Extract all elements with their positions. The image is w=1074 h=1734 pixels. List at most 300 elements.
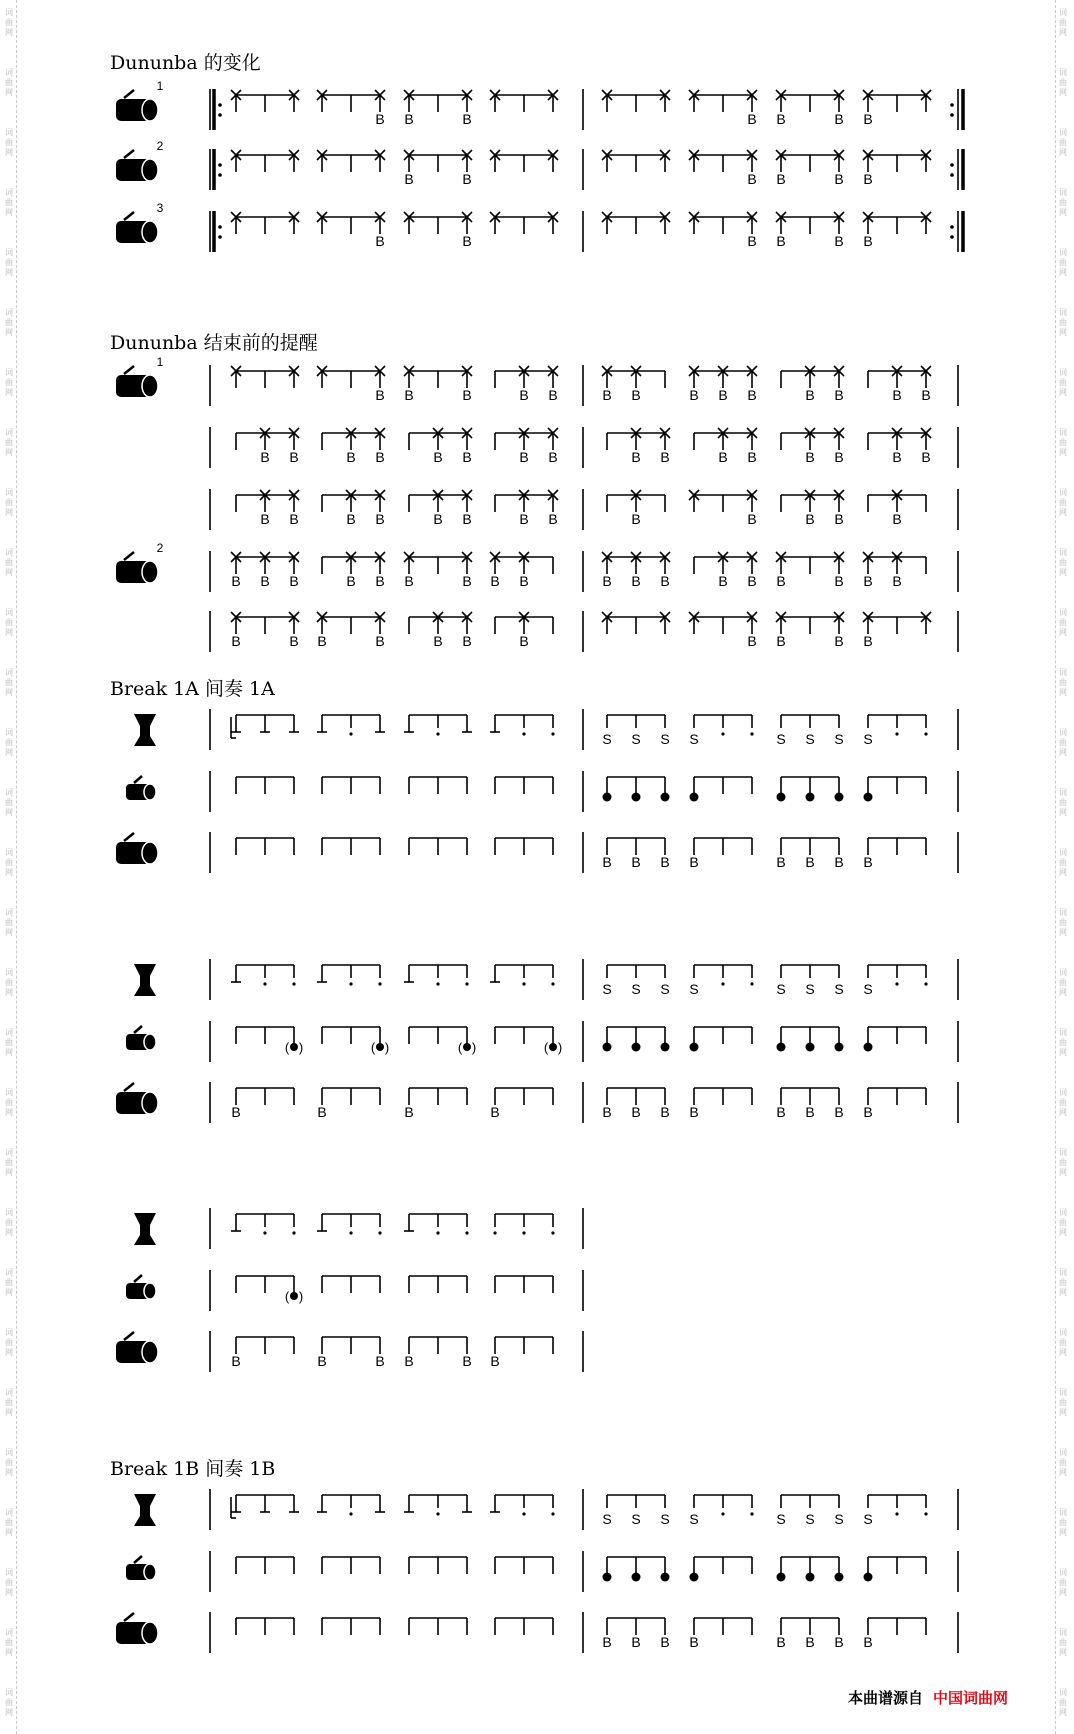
- bass-label: B: [289, 511, 299, 527]
- bass-label: B: [260, 573, 270, 589]
- rest-dot: [924, 732, 927, 735]
- paren-right: ): [298, 1289, 304, 1304]
- watermark-text: 词 曲 网: [1059, 1448, 1067, 1477]
- bass-label: B: [404, 111, 414, 127]
- drum-stick: [124, 552, 134, 560]
- watermark-text: 词 曲 网: [5, 1148, 13, 1177]
- rest-dot: [551, 732, 554, 735]
- drum-stick: [124, 1613, 134, 1621]
- bass-label: B: [375, 111, 385, 127]
- bass-label: B: [718, 387, 728, 403]
- rest-dot: [436, 732, 439, 735]
- watermark-text: 词 曲 网: [5, 188, 13, 217]
- djembe-icon: [134, 714, 156, 746]
- bass-label: B: [231, 573, 241, 589]
- slap-label: S: [602, 981, 612, 997]
- rest-dot: [895, 982, 898, 985]
- open-note: [632, 1573, 641, 1582]
- bass-label: B: [718, 449, 728, 465]
- slap-label: S: [631, 731, 641, 747]
- bass-label: B: [231, 1353, 241, 1369]
- drum-stick: [124, 90, 134, 98]
- section-title-break-1b: Break 1B 间奏 1B: [110, 1458, 276, 1480]
- bass-label: B: [519, 633, 529, 649]
- slap-label: S: [834, 1511, 844, 1527]
- repeat-dot: [950, 173, 954, 177]
- bass-label: B: [747, 511, 757, 527]
- bass-label: B: [375, 233, 385, 249]
- open-note: [806, 793, 815, 802]
- bass-label: B: [776, 854, 786, 870]
- rest-dot: [522, 1231, 525, 1234]
- kenkeni-icon: [126, 1275, 156, 1299]
- bass-label: B: [747, 111, 757, 127]
- open-note: [632, 1043, 641, 1052]
- slap-label: S: [631, 1511, 641, 1527]
- watermark-text: 词 曲 网: [5, 1448, 13, 1477]
- bass-label: B: [892, 511, 902, 527]
- bass-label: B: [289, 573, 299, 589]
- bass-label: B: [805, 449, 815, 465]
- open-note: [806, 1573, 815, 1582]
- bass-label: B: [631, 511, 641, 527]
- open-note: [806, 1043, 815, 1052]
- bass-label: B: [317, 1353, 327, 1369]
- bass-label: B: [863, 633, 873, 649]
- watermark-text: 词 曲 网: [5, 968, 13, 997]
- djembe-icon: [134, 1213, 156, 1245]
- watermark-text: 词 曲 网: [5, 788, 13, 817]
- rest-dot: [721, 732, 724, 735]
- open-note: [632, 793, 641, 802]
- open-note: [603, 1043, 612, 1052]
- watermark-text: 词 曲 网: [1059, 608, 1067, 637]
- slap-label: S: [805, 731, 815, 747]
- rest-dot: [750, 982, 753, 985]
- dununba-icon: [116, 90, 158, 121]
- rest-dot: [750, 732, 753, 735]
- slap-label: S: [689, 981, 699, 997]
- watermark-text: 词 曲 网: [5, 1208, 13, 1237]
- bass-label: B: [863, 573, 873, 589]
- watermark-text: 词 曲 网: [1059, 1688, 1067, 1717]
- drum-stick: [124, 212, 134, 220]
- muted-note: [463, 1043, 471, 1051]
- slap-label: S: [660, 1511, 670, 1527]
- open-note: [835, 1573, 844, 1582]
- open-note: [603, 793, 612, 802]
- instrument-number-label: 1: [156, 79, 164, 93]
- watermark-text: 词 曲 网: [5, 728, 13, 757]
- drum-stick: [124, 150, 134, 158]
- kenkeni-head: [144, 1564, 156, 1580]
- open-note: [690, 1573, 699, 1582]
- paren-left: (: [284, 1289, 290, 1304]
- rest-dot: [895, 1512, 898, 1515]
- bass-label: B: [519, 573, 529, 589]
- watermark-text: 词 曲 网: [5, 128, 13, 157]
- repeat-dot: [218, 173, 222, 177]
- bass-label: B: [462, 633, 472, 649]
- rest-dot: [349, 1512, 352, 1515]
- open-note: [661, 793, 670, 802]
- kenkeni-icon: [126, 1026, 156, 1050]
- bass-label: B: [602, 573, 612, 589]
- dununba-head: [142, 561, 158, 583]
- djembe-icon: [134, 964, 156, 996]
- watermark-text: 词 曲 网: [1059, 188, 1067, 217]
- bass-label: B: [404, 1353, 414, 1369]
- watermark-text: 词 曲 网: [5, 428, 13, 457]
- bass-label: B: [660, 573, 670, 589]
- dununba-head: [142, 375, 158, 397]
- bass-label: B: [433, 633, 443, 649]
- dununba-head: [142, 1622, 158, 1644]
- instrument-number-label: 1: [156, 355, 164, 369]
- bass-label: B: [317, 633, 327, 649]
- bass-label: B: [805, 511, 815, 527]
- watermark-text: 词 曲 网: [5, 1388, 13, 1417]
- rest-dot: [721, 1512, 724, 1515]
- bass-label: B: [289, 449, 299, 465]
- dununba-head: [142, 99, 158, 121]
- repeat-dot: [950, 235, 954, 239]
- bass-label: B: [689, 1104, 699, 1120]
- repeat-dot: [950, 103, 954, 107]
- bass-label: B: [776, 1104, 786, 1120]
- bass-label: B: [892, 449, 902, 465]
- rest-dot: [263, 982, 266, 985]
- dununba-icon: [116, 366, 158, 397]
- section-title-break-1a: Break 1A 间奏 1A: [110, 678, 275, 700]
- bass-label: B: [631, 573, 641, 589]
- watermark-text: 词 曲 网: [1059, 548, 1067, 577]
- repeat-dot: [218, 235, 222, 239]
- bass-label: B: [747, 171, 757, 187]
- watermark-text: 词 曲 网: [5, 1088, 13, 1117]
- rest-dot: [522, 982, 525, 985]
- watermark-text: 词 曲 网: [1059, 1148, 1067, 1177]
- bass-label: B: [462, 511, 472, 527]
- paren-right: ): [384, 1040, 390, 1055]
- bass-label: B: [834, 1634, 844, 1650]
- rest-dot: [436, 1512, 439, 1515]
- muted-note: [290, 1292, 298, 1300]
- bass-label: B: [776, 1634, 786, 1650]
- watermark-text: 词 曲 网: [1059, 8, 1067, 37]
- watermark-text: 词 曲 网: [1059, 68, 1067, 97]
- drum-stick: [134, 1026, 142, 1033]
- bass-label: B: [834, 573, 844, 589]
- slap-label: S: [776, 1511, 786, 1527]
- bass-label: B: [548, 511, 558, 527]
- bass-label: B: [231, 633, 241, 649]
- watermark-text: 词 曲 网: [1059, 128, 1067, 157]
- dununba-head: [142, 159, 158, 181]
- bass-label: B: [747, 233, 757, 249]
- bass-label: B: [490, 573, 500, 589]
- rest-dot: [349, 1231, 352, 1234]
- bass-label: B: [834, 449, 844, 465]
- rest-dot: [292, 982, 295, 985]
- bass-label: B: [433, 449, 443, 465]
- watermark-text: 词 曲 网: [5, 668, 13, 697]
- paren-left: (: [284, 1040, 290, 1055]
- paren-left: (: [457, 1040, 463, 1055]
- bass-label: B: [631, 854, 641, 870]
- repeat-dot: [218, 163, 222, 167]
- rest-dot: [349, 732, 352, 735]
- dununba-icon: [116, 833, 158, 864]
- bass-label: B: [462, 387, 472, 403]
- bass-label: B: [490, 1104, 500, 1120]
- bass-label: B: [747, 387, 757, 403]
- watermark-text: 词 曲 网: [5, 308, 13, 337]
- rest-dot: [551, 1512, 554, 1515]
- drum-stick: [124, 1332, 134, 1340]
- bass-label: B: [260, 511, 270, 527]
- dununba-icon: [116, 552, 158, 583]
- bass-label: B: [776, 111, 786, 127]
- bass-label: B: [660, 1634, 670, 1650]
- slap-label: S: [863, 981, 873, 997]
- bass-label: B: [863, 111, 873, 127]
- repeat-dot: [950, 113, 954, 117]
- watermark-text: 词 曲 网: [1059, 368, 1067, 397]
- bass-label: B: [519, 511, 529, 527]
- rest-dot: [378, 982, 381, 985]
- watermark-text: 词 曲 网: [1059, 848, 1067, 877]
- rest-dot: [292, 1231, 295, 1234]
- bass-label: B: [375, 449, 385, 465]
- paren-left: (: [543, 1040, 549, 1055]
- watermark-text: 词 曲 网: [5, 1628, 13, 1657]
- source-credit-prefix: 本曲谱源自: [848, 1689, 924, 1707]
- bass-label: B: [892, 387, 902, 403]
- bass-label: B: [346, 573, 356, 589]
- bass-label: B: [375, 573, 385, 589]
- watermark-text: 词 曲 网: [1059, 1508, 1067, 1537]
- bass-label: B: [404, 171, 414, 187]
- bass-label: B: [921, 387, 931, 403]
- dununba-icon: [116, 1332, 158, 1363]
- slap-label: S: [660, 981, 670, 997]
- rest-dot: [465, 982, 468, 985]
- open-note: [690, 793, 699, 802]
- rest-dot: [551, 1231, 554, 1234]
- paren-right: ): [471, 1040, 477, 1055]
- open-note: [777, 1043, 786, 1052]
- source-credit-site: 中国词曲网: [933, 1689, 1009, 1707]
- bass-label: B: [631, 387, 641, 403]
- slap-label: S: [602, 1511, 612, 1527]
- section-title-dununba-variations: Dununba 的变化: [110, 52, 261, 74]
- drum-stick: [134, 776, 142, 783]
- bass-label: B: [776, 171, 786, 187]
- rest-dot: [436, 982, 439, 985]
- rest-dot: [378, 1231, 381, 1234]
- open-note: [777, 793, 786, 802]
- bass-label: B: [776, 233, 786, 249]
- kenkeni-head: [144, 784, 156, 800]
- bass-label: B: [747, 633, 757, 649]
- watermark-text: 词 曲 网: [1059, 308, 1067, 337]
- bass-label: B: [404, 1104, 414, 1120]
- watermark-text: 词 曲 网: [5, 548, 13, 577]
- bass-label: B: [892, 573, 902, 589]
- muted-note: [376, 1043, 384, 1051]
- bass-label: B: [375, 511, 385, 527]
- watermark-text: 词 曲 网: [1059, 1388, 1067, 1417]
- drum-stick: [124, 833, 134, 841]
- rest-dot: [924, 1512, 927, 1515]
- watermark-text: 词 曲 网: [5, 608, 13, 637]
- bass-label: B: [462, 449, 472, 465]
- open-note: [864, 1573, 873, 1582]
- watermark-text: 词 曲 网: [1059, 908, 1067, 937]
- instrument-number-label: 2: [156, 541, 164, 555]
- kenkeni-head: [144, 1034, 156, 1050]
- watermark-text: 词 曲 网: [5, 368, 13, 397]
- bass-label: B: [490, 1353, 500, 1369]
- bass-label: B: [602, 1634, 612, 1650]
- bass-label: B: [631, 1634, 641, 1650]
- bass-label: B: [805, 1104, 815, 1120]
- bass-label: B: [346, 511, 356, 527]
- repeat-dot: [950, 225, 954, 229]
- dununba-head: [142, 1341, 158, 1363]
- dununba-icon: [116, 1613, 158, 1644]
- open-note: [777, 1573, 786, 1582]
- watermark-text: 词 曲 网: [5, 848, 13, 877]
- slap-label: S: [805, 981, 815, 997]
- watermark-text: 词 曲 网: [1059, 488, 1067, 517]
- slap-label: S: [805, 1511, 815, 1527]
- paren-left: (: [370, 1040, 376, 1055]
- bass-label: B: [863, 1634, 873, 1650]
- bass-label: B: [718, 573, 728, 589]
- watermark-text: 词 曲 网: [1059, 788, 1067, 817]
- drum-stick: [134, 1275, 142, 1282]
- bass-label: B: [602, 854, 612, 870]
- bass-label: B: [921, 449, 931, 465]
- open-note: [690, 1043, 699, 1052]
- bass-label: B: [689, 854, 699, 870]
- djembe-shape: [134, 964, 156, 996]
- rest-dot: [493, 1231, 496, 1234]
- bass-label: B: [631, 449, 641, 465]
- open-note: [864, 1043, 873, 1052]
- bass-label: B: [776, 573, 786, 589]
- watermark-text: 词 曲 网: [5, 1568, 13, 1597]
- watermark-text: 词 曲 网: [1059, 1628, 1067, 1657]
- dununba-icon: [116, 1083, 158, 1114]
- bass-label: B: [631, 1104, 641, 1120]
- instrument-number-label: 2: [156, 139, 164, 153]
- bass-label: B: [462, 171, 472, 187]
- slap-label: S: [631, 981, 641, 997]
- drum-stick: [124, 366, 134, 374]
- slap-label: S: [689, 1511, 699, 1527]
- bass-label: B: [602, 1104, 612, 1120]
- bass-label: B: [519, 387, 529, 403]
- bass-label: B: [548, 387, 558, 403]
- watermark-text: 词 曲 网: [1059, 728, 1067, 757]
- bass-label: B: [776, 633, 786, 649]
- kenkeni-icon: [126, 776, 156, 800]
- dununba-head: [142, 842, 158, 864]
- bass-label: B: [863, 233, 873, 249]
- bass-label: B: [231, 1104, 241, 1120]
- bass-label: B: [462, 233, 472, 249]
- rest-dot: [750, 1512, 753, 1515]
- watermark-text: 词 曲 网: [1059, 1328, 1067, 1357]
- bass-label: B: [834, 511, 844, 527]
- instrument-number-label: 3: [156, 201, 164, 215]
- bass-label: B: [660, 854, 670, 870]
- dununba-head: [142, 221, 158, 243]
- dununba-icon: [116, 212, 158, 243]
- slap-label: S: [776, 731, 786, 747]
- rest-dot: [465, 1231, 468, 1234]
- watermark-text: 词 曲 网: [1059, 1268, 1067, 1297]
- watermark-text: 词 曲 网: [5, 8, 13, 37]
- bass-label: B: [602, 387, 612, 403]
- watermark-text: 词 曲 网: [5, 1688, 13, 1717]
- watermark-text: 词 曲 网: [5, 1268, 13, 1297]
- bass-label: B: [375, 1353, 385, 1369]
- rest-dot: [551, 982, 554, 985]
- watermark-text: 词 曲 网: [5, 488, 13, 517]
- watermark-text: 词 曲 网: [1059, 248, 1067, 277]
- watermark-text: 词 曲 网: [5, 68, 13, 97]
- open-note: [835, 1043, 844, 1052]
- bass-label: B: [834, 1104, 844, 1120]
- bass-label: B: [317, 1104, 327, 1120]
- watermark-text: 词 曲 网: [1059, 1568, 1067, 1597]
- bass-label: B: [462, 1353, 472, 1369]
- bass-label: B: [834, 171, 844, 187]
- muted-note: [290, 1043, 298, 1051]
- drum-stick: [134, 1556, 142, 1563]
- rest-dot: [721, 982, 724, 985]
- djembe-shape: [134, 1494, 156, 1526]
- paren-right: ): [298, 1040, 304, 1055]
- watermark-text: 词 曲 网: [5, 1508, 13, 1537]
- bass-label: B: [834, 233, 844, 249]
- bass-label: B: [660, 449, 670, 465]
- rest-dot: [263, 1231, 266, 1234]
- open-note: [835, 793, 844, 802]
- open-note: [661, 1043, 670, 1052]
- slap-label: S: [863, 731, 873, 747]
- bass-label: B: [689, 1634, 699, 1650]
- bass-label: B: [805, 854, 815, 870]
- slap-label: S: [863, 1511, 873, 1527]
- source-credit: [848, 1687, 1008, 1708]
- watermark-text: 词 曲 网: [5, 1328, 13, 1357]
- rest-dot: [522, 1512, 525, 1515]
- slap-label: S: [834, 981, 844, 997]
- watermark-text: 词 曲 网: [1059, 428, 1067, 457]
- bass-label: B: [747, 573, 757, 589]
- rest-dot: [522, 732, 525, 735]
- bass-label: B: [834, 854, 844, 870]
- djembe-icon: [134, 1494, 156, 1526]
- open-note: [603, 1573, 612, 1582]
- slap-label: S: [776, 981, 786, 997]
- dununba-head: [142, 1092, 158, 1114]
